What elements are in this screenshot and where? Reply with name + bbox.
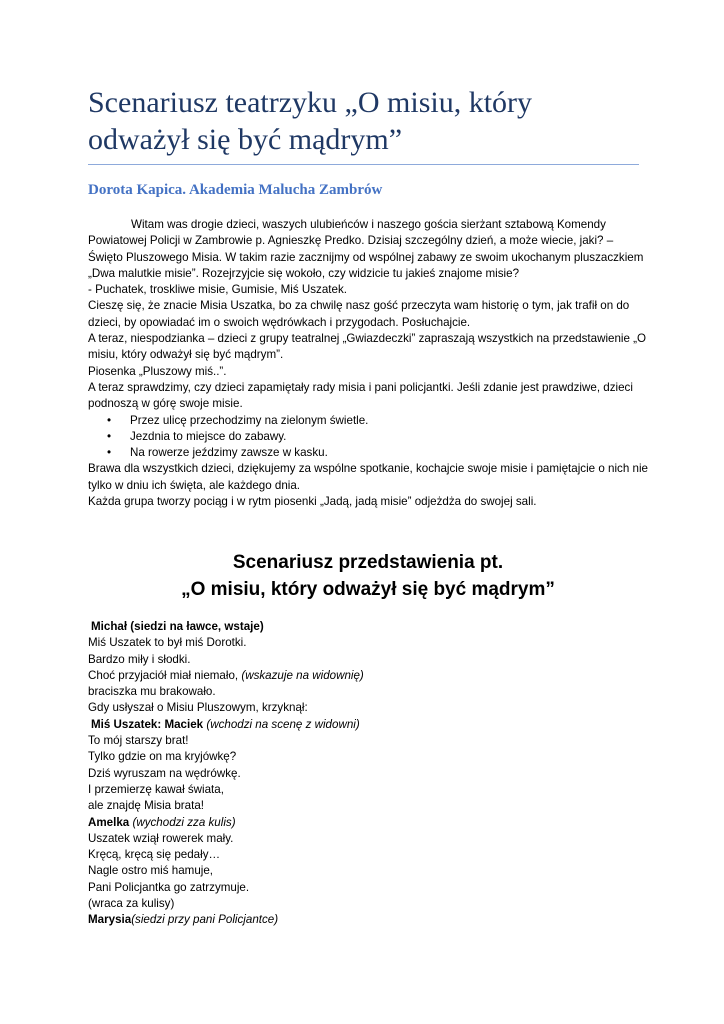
- intro-paragraph-6: A teraz sprawdzimy, czy dzieci zapamiętały rady misia i pani policjantki. Jeśli zdanie jest prawdziwe, dzieci podnoszą w górę swoje misie.: [88, 380, 633, 411]
- script-line: ale znajdę Misia brata!: [88, 799, 204, 813]
- script-line: [88, 717, 648, 733]
- stage-direction: (wychodzi zza kulis): [132, 815, 236, 829]
- list-item: [88, 429, 648, 445]
- title-divider: [88, 164, 639, 165]
- script-line: [88, 912, 648, 928]
- list-item-text: Na rowerze jeździmy zawsze w kasku.: [130, 446, 328, 460]
- quiz-statements-list: [88, 413, 648, 462]
- script-line: I przemierzę kawał świata,: [88, 782, 224, 796]
- script-speaker: Amelka: [88, 815, 133, 829]
- script-line: braciszka mu brakowało.: [88, 685, 216, 699]
- intro-paragraph-3: Cieszę się, że znacie Misia Uszatka, bo za chwilę nasz gość przeczyta wam historię o tym, jak trafił on do dzieci, by opowiadać im o swoich wędrówkach i przygodach. Posłuchajcie.: [88, 299, 630, 329]
- script-speaker: Miś Uszatek: Maciek: [91, 717, 207, 731]
- script-line: [88, 668, 648, 684]
- script-line: Uszatek wziął rowerek mały.: [88, 831, 234, 845]
- list-item: [88, 445, 648, 461]
- list-item-text: Jezdnia to miejsce do zabawy.: [130, 429, 287, 443]
- intro-paragraph-2: - Puchatek, troskliwe misie, Gumisie, Miś Uszatek.: [88, 283, 347, 297]
- script-line: Nagle ostro miś hamuje,: [88, 864, 214, 878]
- script-line: Tylko gdzie on ma kryjówkę?: [88, 750, 237, 764]
- stage-direction: (wchodzi na scenę z widowni): [206, 717, 360, 731]
- script-line: Kręcą, kręcą się pedały…: [88, 848, 221, 862]
- script-speaker: Michał (siedzi na ławce, wstaje): [91, 620, 264, 633]
- list-item-text: Przez ulicę przechodzimy na zielonym świetle.: [130, 413, 369, 427]
- bullet-icon: •: [107, 413, 112, 427]
- script-line: Pani Policjantka go zatrzymuje.: [88, 880, 250, 894]
- document-title-line-1: Scenariusz teatrzyku „O misiu, który: [88, 86, 533, 119]
- intro-paragraph-7: Brawa dla wszystkich dzieci, dziękujemy za wspólne spotkanie, kochajcie swoje misie i pamiętajcie o nich nie tylko w dniu ich święta, ale każdego dnia.: [88, 462, 648, 492]
- intro-paragraph-5: Piosenka „Pluszowy miś..”.: [88, 364, 227, 378]
- document-title: [88, 84, 648, 158]
- intro-text: [88, 217, 648, 510]
- list-item: [88, 413, 648, 429]
- script-line: [88, 815, 648, 831]
- script-line: (wraca za kulisy): [88, 897, 175, 911]
- author-subtitle: Dorota Kapica. Akademia Malucha Zambrów: [88, 182, 383, 198]
- script-line: Bardzo miły i słodki.: [88, 652, 191, 666]
- script-line: Miś Uszatek to był miś Dorotki.: [88, 636, 247, 650]
- intro-paragraph-8: Każda grupa tworzy pociąg i w rytm piosenki „Jadą, jadą misie” odjeżdża do swojej sali.: [88, 495, 537, 509]
- document-title-line-2: odważył się być mądrym”: [88, 123, 403, 156]
- script-line: Gdy usłyszał o Misiu Pluszowym, krzyknął:: [88, 701, 308, 715]
- script-line: To mój starszy brat!: [88, 734, 189, 748]
- bullet-icon: •: [107, 446, 112, 460]
- stage-direction: (wskazuje na widownię): [241, 668, 364, 682]
- script-speaker: Marysia: [88, 913, 132, 927]
- script-line: Dziś wyruszam na wędrówkę.: [88, 766, 241, 780]
- bullet-icon: •: [107, 429, 112, 443]
- intro-paragraph-1: Witam was drogie dzieci, waszych ulubieńców i naszego gościa sierżant sztabową Komendy Powiatowej Policji w Zambrowie p. Agnieszkę Predko. Dzisiaj szczególny dzień, a może wiecie, jaki? – Święto Pluszowego Misia. W takim razie zacznijmy od wspólnej zabawy ze swoim ukochanym pluszaczkiem „Dwa malutkie misie”. Rozejrzyjcie się wokoło, czy widzicie tu jakieś znajome misie?: [88, 218, 644, 280]
- section-heading-line-1: Scenariusz przedstawienia pt.: [232, 552, 504, 573]
- play-script: [88, 619, 648, 929]
- section-heading-line-2: „O misiu, który odważył się być mądrym”: [181, 579, 555, 600]
- stage-direction: (siedzi przy pani Policjantce): [131, 913, 279, 927]
- intro-paragraph-4: A teraz, niespodzianka – dzieci z grupy teatralnej „Gwiazdeczki” zapraszają wszystkich na przedstawienie „O misiu, który odważył się być mądrym”.: [88, 332, 647, 362]
- script-line-text: Choć przyjaciół miał niemało,: [88, 668, 242, 682]
